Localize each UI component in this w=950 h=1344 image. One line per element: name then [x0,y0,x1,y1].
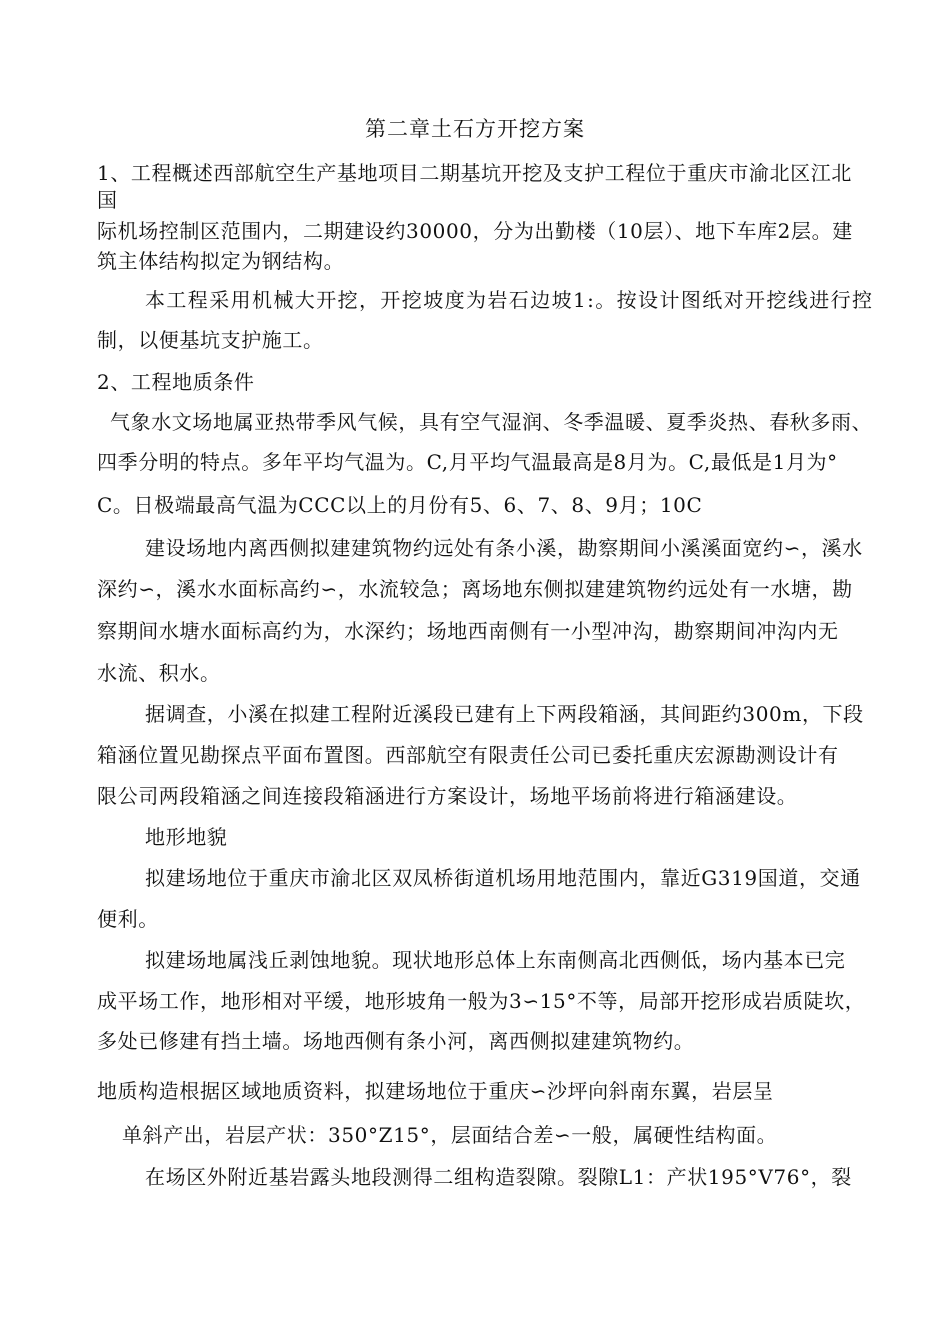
paragraph-line: 箱涵位置见勘探点平面布置图。西部航空有限责任公司已委托重庆宏源勘测设计有 [97,743,839,767]
paragraph-line: 单斜产出，岩层产状：350°Z15°，层面结合差∽一般，属硬性结构面。 [122,1123,778,1147]
paragraph-line: 限公司两段箱涵之间连接段箱涵进行方案设计，场地平场前将进行箱涵建设。 [97,784,798,808]
paragraph-line: 拟建场地属浅丘剥蚀地貌。现状地形总体上东南侧高北西侧低，场内基本已完 [145,948,846,972]
paragraph-line: 深约∽，溪水水面标高约∽，水流较急；离场地东侧拟建建筑物约远处有一水塘，勘 [97,577,853,601]
paragraph-line: 多处已修建有挡土墙。场地西侧有条小河，离西侧拟建建筑物约。 [97,1029,695,1053]
paragraph-line: 便利。 [97,907,159,931]
paragraph-line: 制，以便基坑支护施工。 [97,328,324,352]
paragraph-line: 筑主体结构拟定为钢结构。 [97,249,345,273]
section-heading: 地形地貌 [145,825,228,849]
paragraph-line: 国 [97,188,118,212]
paragraph-line: 成平场工作，地形相对平缓，地形坡角一般为3∽15°不等，局部开挖形成岩质陡坎， [97,989,866,1013]
paragraph-line: 1、工程概述西部航空生产基地项目二期基坑开挖及支护工程位于重庆市渝北区江北 [97,161,852,185]
paragraph-line: C。日极端最高气温为CCC以上的月份有5、6、7、8、9月；10C [97,493,703,517]
paragraph-line: 四季分明的特点。多年平均气温为。C,月平均气温最高是8月为。C,最低是1月为° [97,450,838,474]
paragraph-line: 拟建场地位于重庆市渝北区双凤桥街道机场用地范围内，靠近G319国道，交通 [145,866,861,890]
page-title: 第二章土石方开挖方案 [365,117,585,141]
paragraph-line: 本工程采用机械大开挖，开挖坡度为岩石边坡1:。按设计图纸对开挖线进行控 [145,288,874,312]
paragraph-line: 据调查，小溪在拟建工程附近溪段已建有上下两段箱涵，其间距约300m，下段 [145,702,864,726]
section-heading: 2、工程地质条件 [97,370,255,394]
paragraph-line: 察期间水塘水面标高约为，水深约；场地西南侧有一小型冲沟，勘察期间冲沟内无 [97,619,839,643]
paragraph-line: 建设场地内离西侧拟建建筑物约远处有条小溪，勘察期间小溪溪面宽约∽，溪水 [145,536,863,560]
paragraph-line: 在场区外附近基岩露头地段测得二组构造裂隙。裂隙L1：产状195°V76°，裂 [145,1165,852,1189]
paragraph-line: 气象水文场地属亚热带季风气候，具有空气湿润、冬季温暖、夏季炎热、春秋多雨、 [110,410,873,434]
paragraph-line: 地质构造根据区域地质资料，拟建场地位于重庆∽沙坪向斜南东翼，岩层呈 [97,1079,774,1103]
paragraph-line: 水流、积水。 [97,661,221,685]
paragraph-line: 际机场控制区范围内，二期建设约30000，分为出勤楼（10层）、地下车库2层。建 [97,219,853,243]
